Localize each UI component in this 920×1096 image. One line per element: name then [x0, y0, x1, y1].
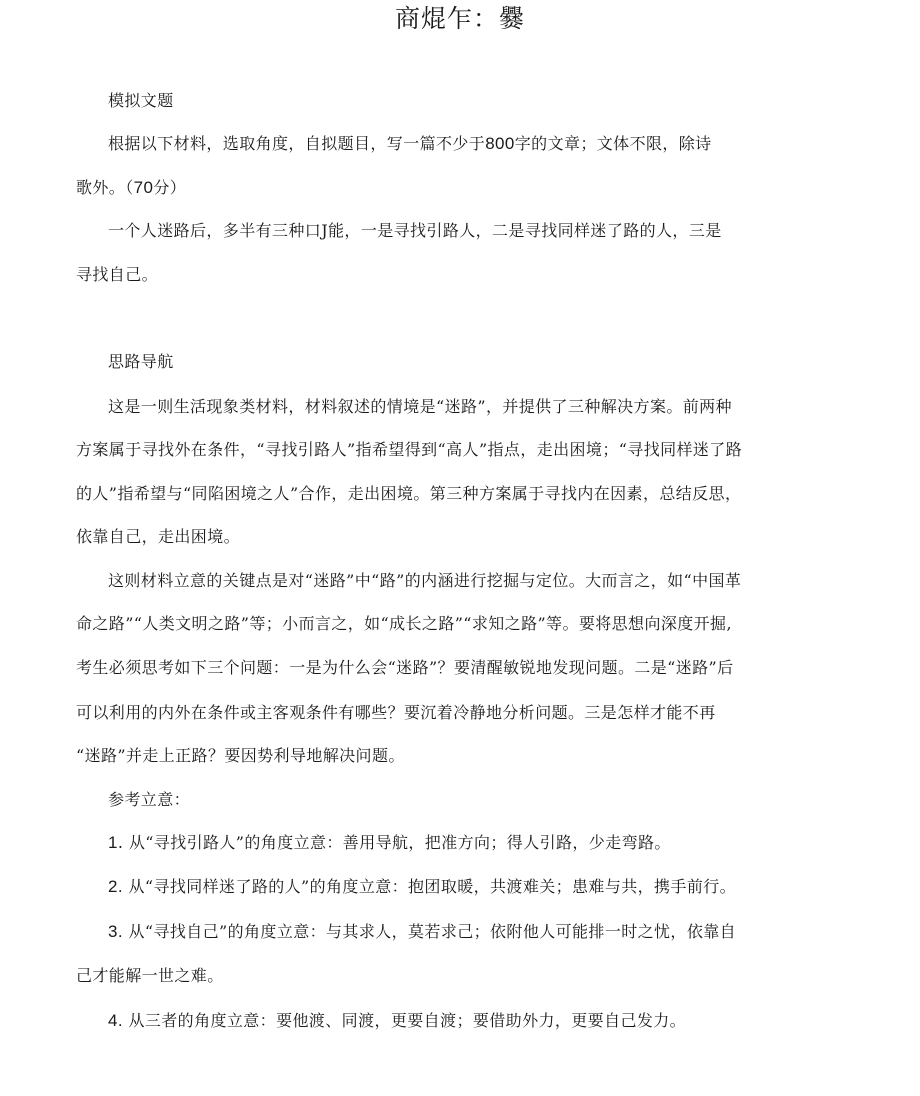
- list-text: 从三者的角度立意：要他渡、同渡，更要自渡；要借助外力，更要自己发力。: [122, 1011, 687, 1030]
- paragraph-line: “迷路”并走上正路？要因势利导地解决问题。: [76, 746, 405, 765]
- list-text: . 从“寻找引路人”的角度立意：善用导航，把准方向；得人引路，少走弯路。: [117, 833, 671, 852]
- list-number: 2.: [108, 877, 123, 896]
- material-line-2: 寻找自己。: [76, 265, 159, 284]
- word-count: 800: [485, 134, 515, 153]
- prompt-text: 字的文章；文体不限，除诗: [514, 134, 712, 153]
- paragraph-line: 的人”指希望与“同陷困境之人”合作，走出困境。第三种方案属于寻找内在因素，总结反思，: [76, 484, 742, 503]
- prompt-text: 分）: [153, 178, 187, 197]
- paragraph-line: 这是一则生活现象类材料，材料叙述的情境是“迷路”，并提供了三种解决方案。前两种: [108, 397, 732, 416]
- list-number: 3.: [108, 922, 123, 941]
- paragraph-line: 这则材料立意的关键点是对“迷路”中“路”的内涵进行挖掘与定位。大而言之，如“中国革: [108, 571, 742, 590]
- list-item-continuation: 己才能解一世之难。: [76, 966, 224, 985]
- prompt-line-1: [108, 133, 712, 155]
- section-heading-mock-prompt: 模拟文题: [108, 91, 174, 110]
- list-number: 4.: [108, 1011, 123, 1030]
- list-item: [108, 1010, 686, 1032]
- prompt-text: 歌外。（: [76, 178, 134, 197]
- page-title: 商焜乍：爨: [394, 4, 525, 33]
- paragraph-line: 依靠自己，走出困境。: [76, 527, 241, 546]
- reference-heading: 参考立意：: [108, 790, 191, 809]
- list-text: 从“寻找同样迷了路的人”的角度立意：抱团取暖，共渡难关；患难与共，携手前行。: [122, 877, 737, 896]
- paragraph-line: 方案属于寻找外在条件，“寻找引路人”指希望得到“高人”指点，走出困境；“寻找同样迷了路: [76, 440, 743, 459]
- list-item: [108, 832, 671, 854]
- list-number: 1: [108, 833, 118, 852]
- prompt-text: 根据以下材料，选取角度，自拟题目，写一篇不少于: [108, 134, 486, 153]
- section-heading-guide: 思路导航: [108, 352, 174, 371]
- paragraph-line: 可以利用的内外在条件或主客观条件有哪些？要沉着冷静地分析问题。三是怎样才能不再: [76, 703, 716, 722]
- paragraph-line: 考生必须思考如下三个问题：一是为什么会“迷路”？要清醒敏锐地发现问题。二是“迷路”后: [76, 658, 734, 677]
- list-text: 从“寻找自己”的角度立意：与其求人，莫若求己；依附他人可能排一时之忧，依靠自: [122, 922, 737, 941]
- list-item: [108, 876, 736, 898]
- score: 70: [133, 178, 154, 197]
- prompt-line-2: [76, 177, 186, 199]
- material-line-1: 一个人迷路后，多半有三种口J能，一是寻找引路人，二是寻找同样迷了路的人，三是: [108, 221, 722, 240]
- paragraph-line: 命之路”“人类文明之路”等；小而言之，如“成长之路”“求知之路”等。要将思想向深度开掘,: [76, 614, 732, 633]
- list-item: [108, 921, 736, 943]
